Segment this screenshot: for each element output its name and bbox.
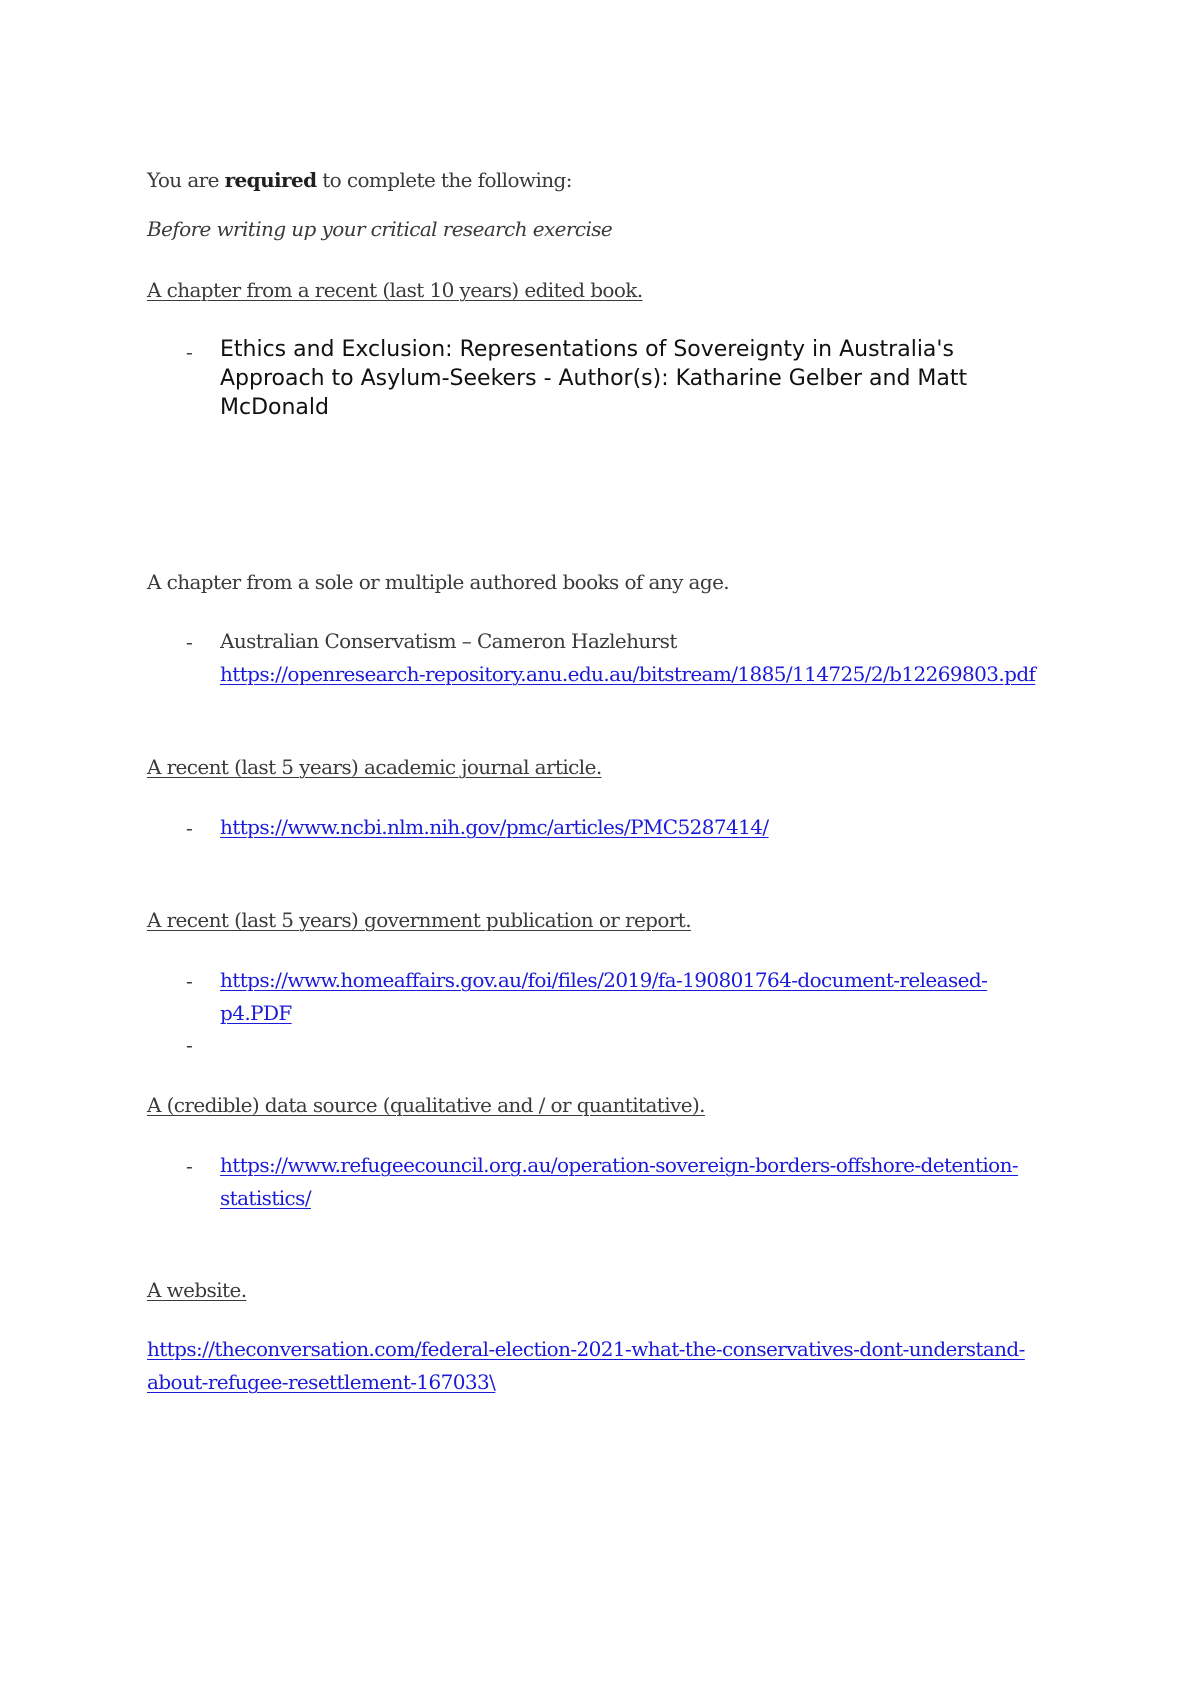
edited-book-entry-line-2: Approach to Asylum-Seekers - Author(s): Katharine Gelber and Matt [220, 366, 968, 391]
intro-subtitle: Before writing up your critical research exercise [147, 217, 613, 241]
government-link-line-1[interactable]: https://www.homeaffairs.gov.au/foi/files/2019/fa-190801764-document-released- [220, 968, 988, 992]
website-link-line-2[interactable]: about-refugee-resettlement-167033\ [147, 1370, 496, 1394]
data-source-link-line-1[interactable]: https://www.refugeecouncil.org.au/operation-sovereign-borders-offshore-detention- [220, 1153, 1019, 1177]
authored-book-link[interactable]: https://openresearch-repository.anu.edu.au/bitstream/1885/114725/2/b12269803.pdf [220, 662, 1036, 686]
bullet-dash: - [186, 340, 193, 364]
journal-link[interactable]: https://www.ncbi.nlm.nih.gov/pmc/articles/PMC5287414/ [220, 815, 769, 839]
bullet-dash-empty: - [186, 1033, 193, 1057]
bullet-dash: - [186, 969, 193, 993]
bullet-dash: - [186, 630, 193, 654]
edited-book-entry-line-3: McDonald [220, 395, 329, 420]
data-source-link-line-2[interactable]: statistics/ [220, 1186, 311, 1210]
intro-prefix: You are [147, 168, 225, 192]
intro-bold: required [224, 168, 317, 192]
website-link-line-1[interactable]: https://theconversation.com/federal-election-2021-what-the-conservatives-dont-understand- [147, 1337, 1025, 1361]
government-link-line-2[interactable]: p4.PDF [220, 1001, 292, 1025]
heading-data-source: A (credible) data source (qualitative and / or quantitative). [147, 1093, 705, 1117]
bullet-dash: - [186, 1154, 193, 1178]
authored-book-entry-title: Australian Conservatism – Cameron Hazlehurst [220, 629, 677, 653]
bullet-dash: - [186, 816, 193, 840]
edited-book-entry-line-1: Ethics and Exclusion: Representations of Sovereignty in Australia's [220, 337, 954, 362]
intro-suffix: to complete the following: [316, 168, 572, 192]
heading-authored-book: A chapter from a sole or multiple authored books of any age. [147, 570, 730, 594]
heading-government: A recent (last 5 years) government publication or report. [147, 908, 691, 932]
heading-edited-book: A chapter from a recent (last 10 years) edited book. [147, 278, 643, 302]
intro-line [147, 165, 572, 195]
heading-journal: A recent (last 5 years) academic journal article. [147, 755, 602, 779]
heading-website: A website. [147, 1278, 247, 1302]
